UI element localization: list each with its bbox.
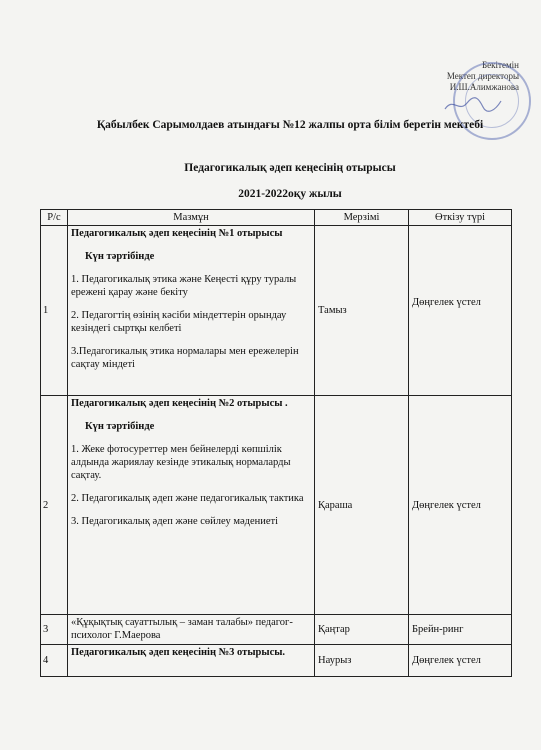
approval-line-2: Мектеп директоры [446, 71, 519, 81]
row-heading: Педагогикалық әдеп кеңесінің №1 отырысы [71, 228, 283, 239]
row-content [68, 396, 315, 615]
row-format: Дөңгелек үстел [409, 645, 512, 677]
table-row [41, 615, 512, 645]
row-format: Брейн-ринг [409, 615, 512, 645]
table-row [41, 645, 512, 677]
document-subtitle: Педагогикалық әдеп кеңесінің отырысы [184, 162, 396, 174]
agenda-item: 3.Педагогикалық этика нормалары мен ережелерін сақтау міндеті [71, 346, 299, 370]
approval-line-3: И.Ш.Алимжанова [449, 82, 519, 92]
row-heading: Педагогикалық әдеп кеңесінің №3 отырысы. [68, 645, 315, 677]
row-number: 2 [41, 396, 68, 615]
director-signature [443, 95, 503, 115]
agenda-label: Күн тәртібінде [85, 251, 155, 262]
row-number: 1 [41, 226, 68, 396]
table-row [41, 396, 512, 615]
row-date: Қаңтар [315, 615, 409, 645]
row-number: 3 [41, 615, 68, 645]
agenda-item: 1. Педагогикалық этика және Кеңесті құру туралы ережені қарау және бекіту [71, 274, 297, 298]
agenda-item: 2. Педагогтің өзінің кәсіби міндеттерін орындау кезіндегі сыртқы келбеті [71, 310, 287, 334]
document-title: Қабылбек Сарымолдаев атындағы №12 жалпы орта білім беретін мектебі [96, 119, 484, 131]
row-content [68, 226, 315, 396]
row-format: Дөңгелек үстел [409, 226, 512, 396]
agenda-label: Күн тәртібінде [85, 421, 155, 432]
row-date: Қараша [315, 396, 409, 615]
col-header-format: Өткізу түрі [409, 210, 512, 226]
agenda-item: 3. Педагогикалық әдеп және сөйлеу мәдениеті [71, 516, 279, 527]
col-header-num: Р/с [41, 210, 68, 226]
row-format: Дөңгелек үстел [409, 396, 512, 615]
agenda-item: 1. Жеке фотосуреттер мен бейнелерді көпшілік алдында жариялау кезінде этикалық нормаларды сақтау. [71, 444, 291, 481]
row-content: «Құқықтық сауаттылық – заман талабы» педагог-психолог Г.Маерова [68, 615, 315, 645]
table-row [41, 226, 512, 396]
row-date: Наурыз [315, 645, 409, 677]
schedule-table [40, 209, 512, 677]
approval-line-1: Бекітемін [482, 60, 519, 70]
table-header-row [41, 210, 512, 226]
row-heading: Педагогикалық әдеп кеңесінің №2 отырысы . [71, 398, 288, 409]
col-header-content: Мазмұн [68, 210, 315, 226]
row-date: Тамыз [315, 226, 409, 396]
academic-year: 2021-2022оқу жылы [238, 188, 342, 200]
col-header-date: Мерзімі [315, 210, 409, 226]
row-number: 4 [41, 645, 68, 677]
agenda-item: 2. Педагогикалық әдеп және педагогикалық тактика [71, 493, 304, 504]
